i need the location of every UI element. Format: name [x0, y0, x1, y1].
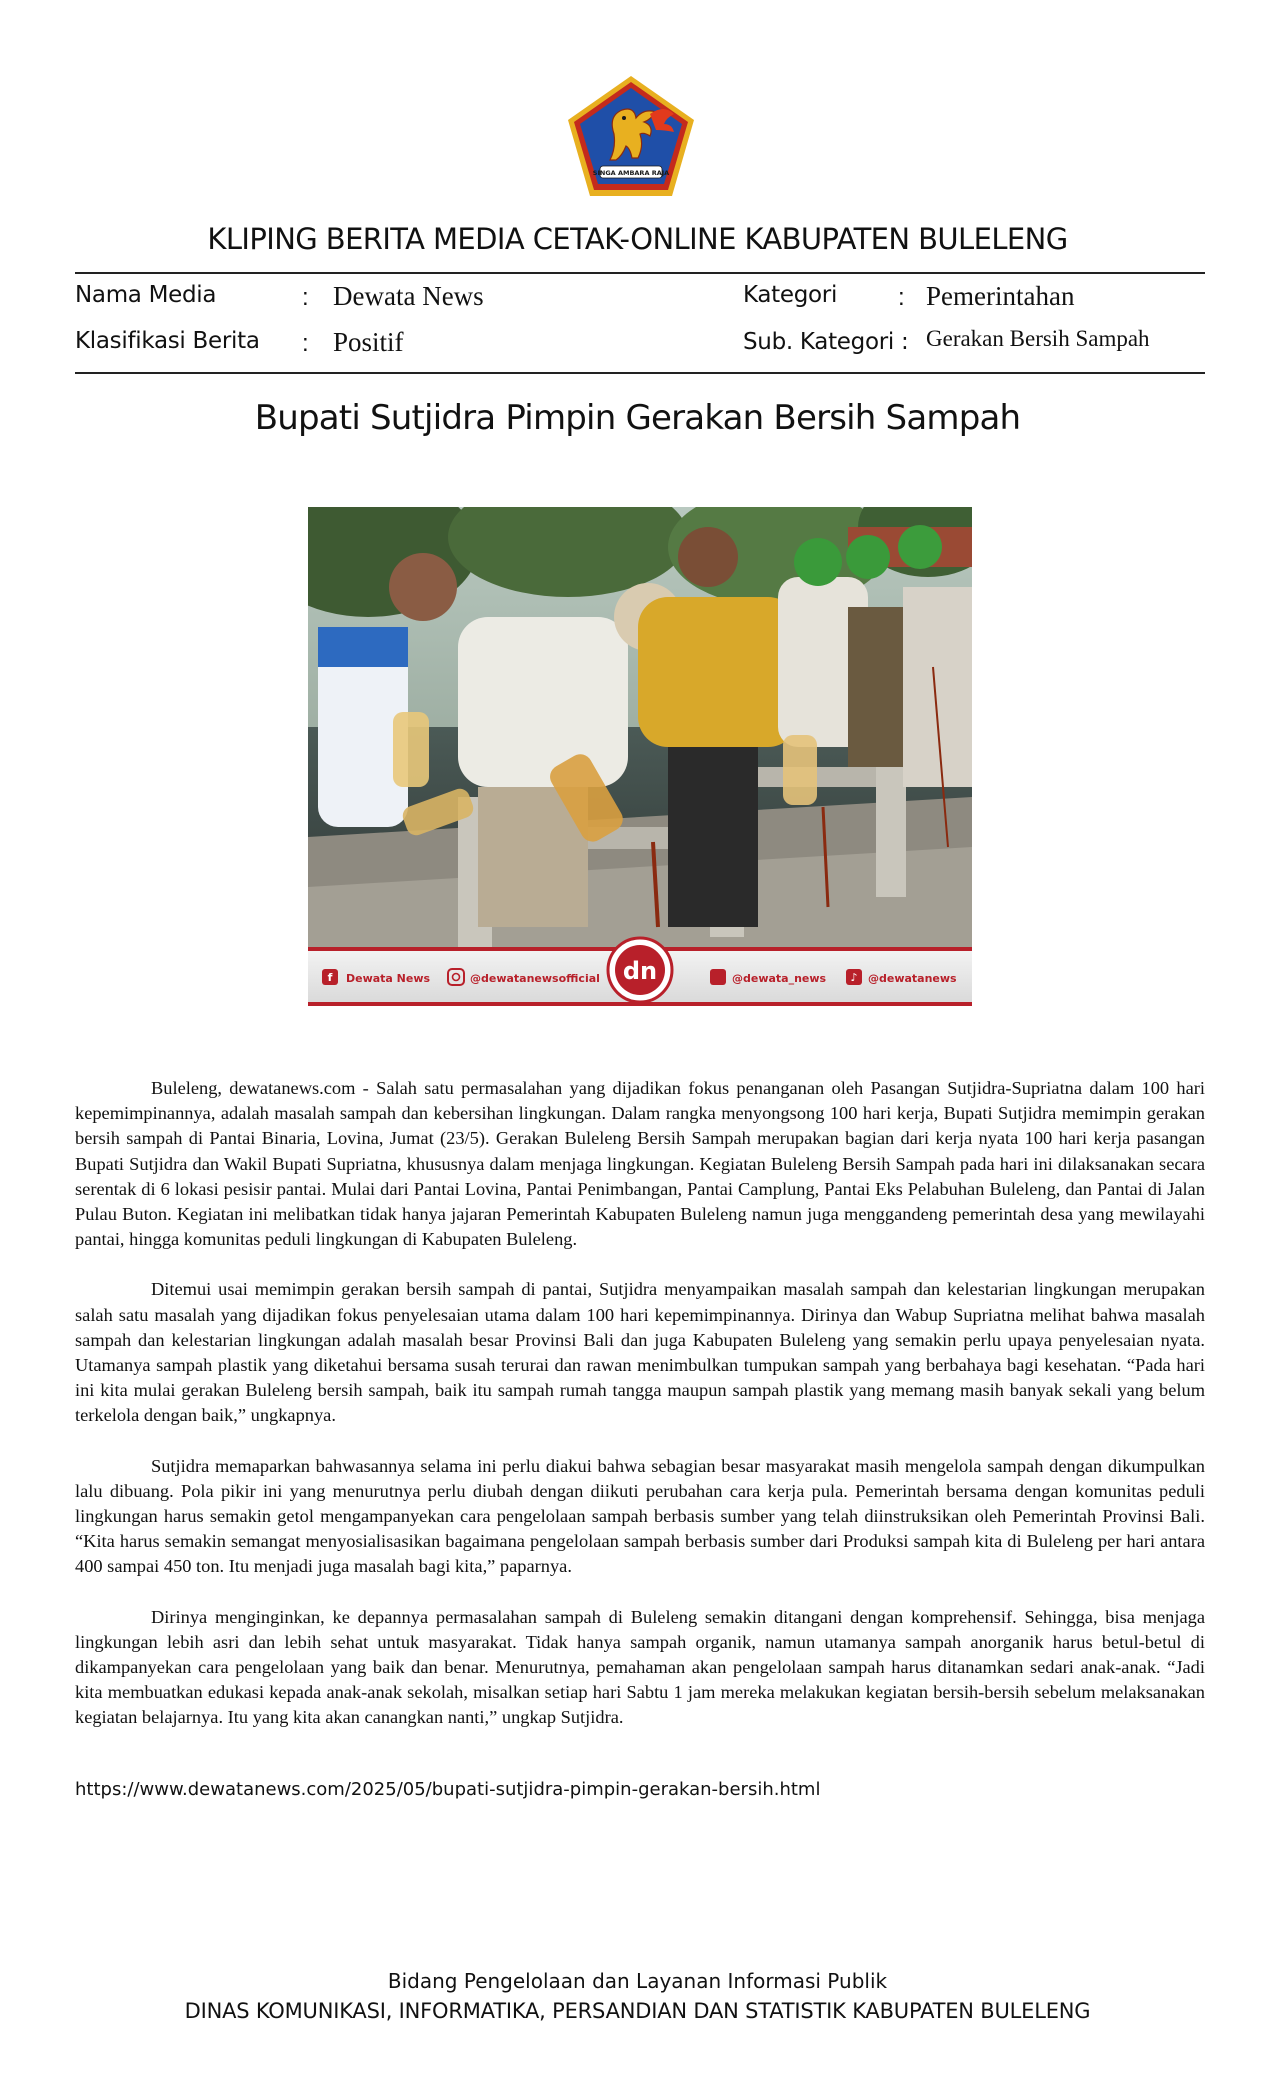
- subcategory-value: Gerakan Bersih Sampah: [926, 326, 1150, 351]
- media-name-value: Dewata News: [333, 281, 484, 311]
- banner-tiktok-handle: @dewatanews: [868, 972, 957, 985]
- footer-division: Bidang Pengelolaan dan Layanan Informasi Publik: [387, 1969, 888, 1993]
- banner-facebook-handle: Dewata News: [346, 972, 431, 985]
- category-colon: :: [898, 284, 905, 311]
- header-bottom-divider: [75, 372, 1205, 374]
- banner-twitter-handle: @dewata_news: [732, 972, 827, 985]
- media-name-colon: :: [302, 284, 309, 311]
- subcategory-label: Sub. Kategori :: [743, 329, 909, 355]
- banner-instagram-handle: @dewatanewsofficial: [470, 972, 600, 985]
- news-classification-value: Positif: [333, 327, 404, 357]
- media-name-label: Nama Media: [75, 282, 217, 308]
- singa-ambara-raja-emblem-icon: [564, 74, 698, 200]
- banner-logo-text: dn: [622, 957, 658, 985]
- article-headline: Bupati Sutjidra Pimpin Gerakan Bersih Sampah: [254, 398, 1021, 438]
- emblem-motto-text: SINGA AMBARA RAJA: [592, 169, 670, 177]
- source-url-link[interactable]: https://www.dewatanews.com/2025/05/bupati-sutjidra-pimpin-gerakan-bersih.html: [75, 1779, 821, 1800]
- category-value: Pemerintahan: [926, 281, 1075, 311]
- svg-text:f: f: [327, 971, 333, 984]
- clipping-header-title: KLIPING BERITA MEDIA CETAK-ONLINE KABUPATEN BULELENG: [207, 222, 1068, 256]
- news-classification-colon: :: [302, 330, 309, 357]
- article-paragraph: Dirinya menginginkan, ke depannya permasalahan sampah di Buleleng semakin ditangani dengan komprehensif. Sehingga, bisa menjaga lingkungan lebih asri dan lebih sehat untuk masyarakat. Tidak hanya sampah organik, namun utamanya sampah anorganik harus betul-betul di dikampanyekan cara pengelolaan yang baik dan benar. Menurutnya, pemahaman akan pengelolaan sampah harus ditanamkan sedari anak-anak. “Jadi kita membuatkan edukasi kepada anak-anak sekolah, misalkan setiap hari Sabtu 1 jam mereka melakukan kegiatan bersih-bersih sebelum melaksanakan kegiatan belajarnya. Itu yang kita akan canangkan nanti,” ungkap Sutjidra.: [75, 1606, 1205, 1728]
- article-paragraph: Sutjidra memaparkan bahwasannya selama ini perlu diakui bahwa sebagian besar masyarakat masih mengelola sampah dengan dikumpulkan lalu dibuang. Pola pikir ini yang menurutnya perlu diubah dengan diikuti perubahan cara kerja pula. Pemerintah bersama dengan komunitas peduli lingkungan harus semakin getol mengampanyekan cara pengelolaan sampah berbasis sumber yang telah diinstruksikan oleh Pemerintah Provinsi Bali. “Kita harus semakin semangat menyosialisasikan bagaimana pengelolaan sampah berbasis sumber dari Produksi sampah kita di Buleleng per hari antara 400 sampai 450 ton. Itu menjadi juga masalah bagi kita,” paparnya.: [75, 1455, 1205, 1577]
- category-label: Kategori: [743, 282, 838, 308]
- article-paragraph: Ditemui usai memimpin gerakan bersih sampah di pantai, Sutjidra menyampaikan masalah sampah dan kelestarian lingkungan merupakan salah satu masalah yang dijadikan fokus penyelesaian utama dalam 100 hari kepemimpinannya. Dirinya dan Wabup Supriatna melihat bahwa masalah sampah dan kelestarian lingkungan adalah masalah besar Provinsi Bali dan juga Kabupaten Buleleng yang semakin perlu upaya penyelesaian nyata. Utamanya sampah plastik yang diketahui bersama susah terurai dan rawan menimbulkan tumpukan sampah yang berbahaya bagi kesehatan. “Pada hari ini kita mulai gerakan Buleleng bersih sampah, baik itu sampah rumah tangga maupun sampah plastik yang memang masih banyak sekali yang belum terkelola dengan baik,” ungkapnya.: [75, 1279, 1205, 1426]
- article-body: [75, 1076, 1205, 1756]
- footer-agency: DINAS KOMUNIKASI, INFORMATIKA, PERSANDIAN DAN STATISTIK KABUPATEN BULELENG: [184, 1999, 1091, 2023]
- header-top-divider: [75, 272, 1205, 274]
- twitter-icon: [710, 969, 726, 985]
- regency-emblem: [564, 74, 698, 200]
- svg-text:♪: ♪: [850, 971, 858, 984]
- news-classification-label: Klasifikasi Berita: [75, 328, 260, 354]
- article-paragraph: Buleleng, dewatanews.com - Salah satu permasalahan yang dijadikan fokus penanganan oleh Pasangan Sutjidra-Supriatna dalam 100 hari kepemimpinannya, adalah masalah sampah dan kebersihan lingkungan. Dalam rangka menyongsong 100 hari kerja, Bupati Sutjidra memimpin gerakan bersih sampah di Pantai Binaria, Lovina, Jumat (23/5). Gerakan Buleleng Bersih Sampah merupakan bagian dari kerja nyata 100 hari kerja pasangan Bupati Sutjidra dan Wakil Bupati Supriatna, khususnya dalam menjaga lingkungan. Kegiatan Buleleng Bersih Sampah pada hari ini dilaksanakan secara serentak di 6 lokasi pesisir pantai. Mulai dari Pantai Lovina, Pantai Penimbangan, Pantai Camplung, Pantai Eks Pelabuhan Buleleng, dan Pantai di Jalan Pulau Buton. Kegiatan ini melibatkan tidak hanya jajaran Pemerintah Kabupaten Buleleng namun juga menggandeng pemerintah desa yang mewilayahi pantai, hingga komunitas peduli lingkungan di Kabupaten Buleleng.: [75, 1078, 1205, 1250]
- article-photo: [308, 507, 972, 1006]
